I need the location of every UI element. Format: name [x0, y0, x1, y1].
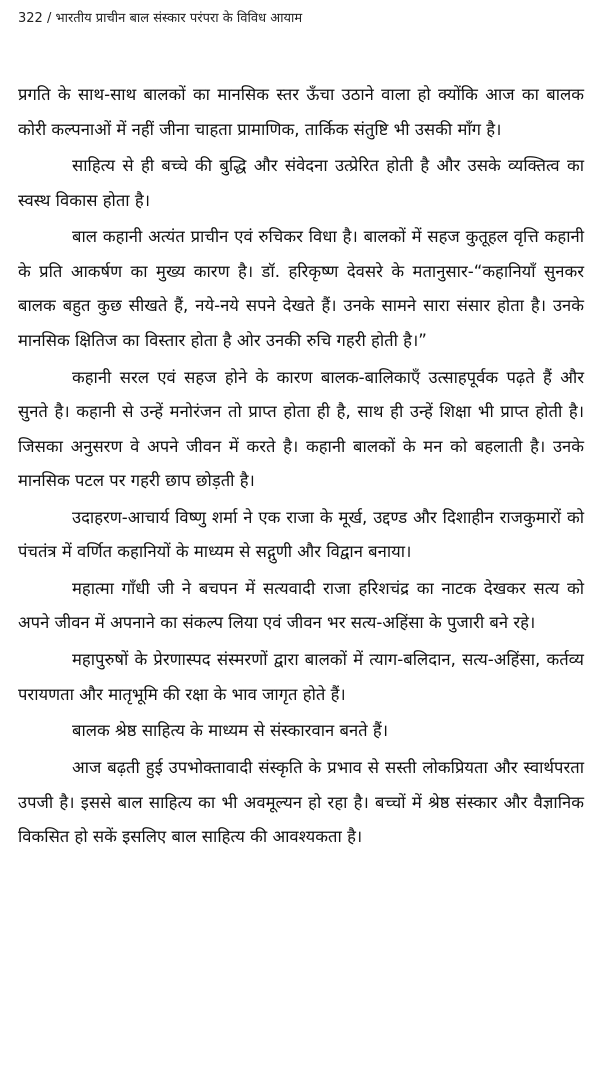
paragraph-literature-development: साहित्य से ही बच्चे की बुद्धि और संवेदना उत्प्रेरित होती है और उसके व्यक्तित्व का स्वस्थ विकास होता है। [18, 156, 584, 210]
book-title: भारतीय प्राचीन बाल संस्कार परंपरा के विविध आयाम [55, 11, 303, 26]
paragraph-children-stories: बाल कहानी अत्यंत प्राचीन एवं रुचिकर विधा है। बालकों में सहज कुतूहल वृत्ति कहानी के प्रति आकर्षण का मुख्य कारण है। डॉ. हरिकृष्ण देवसरे के मतानुसार-“कहानियाँ सुनकर बालक बहुत कुछ सीखते हैं, नये-नये सपने देखते हैं। उनके सामने सारा संसार होता है। उनके मानसिक क्षितिज का विस्तार होता है ओर उनकी रुचि गहरी होती है।” [18, 227, 584, 350]
paragraph-good-literature: बालक श्रेष्ठ साहित्य के माध्यम से संस्कारवान बनते हैं। [72, 721, 388, 741]
body-text [18, 78, 584, 857]
paragraph-gandhi-example: महात्मा गाँधी जी ने बचपन में सत्यवादी राजा हरिशचंद्र का नाटक देखकर सत्य को अपने जीवन में अपनाने का संकल्प लिया एवं जीवन भर सत्य-अहिंसा के पुजारी बने रहे। [18, 578, 584, 633]
paragraph-consumerism: आज बढ़ती हुई उपभोक्तावादी संस्कृति के प्रभाव से सस्ती लोकप्रियता और स्वार्थपरता उपजी है। इससे बाल साहित्य का भी अवमूल्यन हो रहा है। बच्चों में श्रेष्ठ संस्कार और वैज्ञानिक विकसित हो सकें इसलिए बाल साहित्य की आवश्यकता है। [18, 758, 584, 846]
paragraph-panchatantra-example: उदाहरण-आचार्य विष्णु शर्मा ने एक राजा के मूर्ख, उद्दण्ड और दिशाहीन राजकुमारों को पंचतंत्र में वर्णित कहानियों के माध्यम से सद्गुणी और विद्वान बनाया। [18, 507, 584, 562]
running-header [18, 10, 588, 28]
paragraph-great-personalities: महापुरुषों के प्रेरणास्पद संस्मरणों द्वारा बालकों में त्याग-बलिदान, सत्य-अहिंसा, कर्तव्य परायणता और मातृभूमि की रक्षा के भाव जागृत होते हैं। [18, 650, 584, 704]
paragraph-simple-stories: कहानी सरल एवं सहज होने के कारण बालक-बालिकाएँ उत्साहपूर्वक पढ़ते हैं और सुनते है। कहानी से उन्हें मनोरंजन तो प्राप्त होता ही है, साथ ही उन्हें शिक्षा भी प्राप्त होती है। जिसका अनुसरण वे अपने जीवन में करते है। कहानी बालकों के मन को बहलाती है। उनके मानसिक पटल पर गहरी छाप छोड़ती है। [18, 367, 584, 491]
paragraph-continuation: प्रगति के साथ-साथ बालकों का मानसिक स्तर ऊँचा उठाने वाला हो क्योंकि आज का बालक कोरी कल्पनाओं में नहीं जीना चाहता प्रामाणिक, तार्किक संतुष्टि भी उसकी माँग है। [18, 85, 584, 139]
header-separator: / [42, 11, 56, 26]
page-number: 322 [18, 11, 43, 26]
